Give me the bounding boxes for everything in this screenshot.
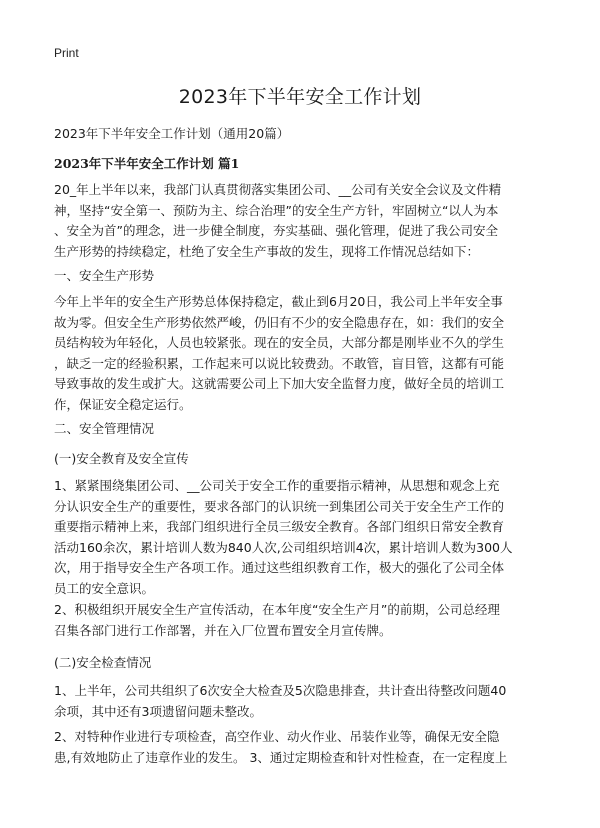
text-line: 今年上半年的安全生产形势总体保持稳定，截止到6月20日，我公司上半年安全事 <box>54 294 503 309</box>
text-line: 员结构较为年轻化，人员也较紧张。现在的安全员，大部分都是刚毕业不久的学生 <box>54 335 505 350</box>
publicity-paragraph <box>54 600 547 641</box>
situation-paragraph <box>54 292 547 415</box>
heading-safety-management: 二、安全管理情况 <box>54 421 155 436</box>
education-paragraph <box>54 476 547 599</box>
text-line: 导致事故的发生或扩大。这就需要公司上下加大安全监督力度，做好全员的培训工 <box>54 376 505 391</box>
text-line: 患,有效地防止了违章作业的发生。 3、通过定期检查和针对性检查，在一定程度上 <box>54 749 508 765</box>
text-line: 活动160余次，累计培训人数为840人次,公司组织培训4次，累计培训人数为300人 <box>54 539 513 555</box>
text-line: 召集各部门进行工作部署，并在入厂位置布置安全月宣传牌。 <box>54 622 392 638</box>
page-title: 2023年下半年安全工作计划 <box>178 86 422 108</box>
section-heading: 2023年下半年安全工作计划 篇1 <box>54 156 240 171</box>
text-line: 、安全为首”的理念，进一步健全制度，夯实基础、强化管理，促进了我公司安全 <box>54 223 498 238</box>
text-line: ，缺乏一定的经验积累，工作起来可以说比较费劲。不敢管，盲目管，这都有可能 <box>54 355 505 371</box>
heading-education-publicity: (一)安全教育及安全宣传 <box>54 451 189 466</box>
inspection-paragraph <box>54 681 547 722</box>
text-line: 作，保证安全稳定运行。 <box>54 396 192 412</box>
text-line: 员工的安全意识。 <box>54 580 155 596</box>
text-line: 次，用于指导安全生产各项工作。通过这些组织教育工作，极大的强化了公司全体 <box>54 560 505 575</box>
heading-inspection: (二)安全检查情况 <box>54 655 152 670</box>
special-inspection-paragraph <box>54 727 547 768</box>
document-subtitle: 2023年下半年安全工作计划（通用20篇） <box>54 126 290 141</box>
text-line: 1、上半年，公司共组织了6次安全大检查及5次隐患排查，共计查出待整改问题40 <box>54 683 507 698</box>
intro-paragraph <box>54 180 547 262</box>
text-line: 余项，其中还有3项遗留问题未整改。 <box>54 703 262 719</box>
text-line: 重要指示精神上来，我部门组织进行全员三级安全教育。各部门组织日常安全教育 <box>54 519 505 534</box>
text-line: 故为零。但安全生产形势依然严峻，仍旧有不少的安全隐患存在，如：我们的安全 <box>54 314 505 330</box>
text-line: 分认识安全生产的重要性，要求各部门的认识统一到集团公司关于安全生产工作的 <box>54 498 505 514</box>
text-line: 神，坚持“安全第一、预防为主、综合治理”的安全生产方针，牢固树立“以人为本 <box>54 202 499 218</box>
print-link[interactable]: Print <box>54 46 79 60</box>
text-line: 2、积极组织开展安全生产宣传活动，在本年度“安全生产月”的前期，公司总经理 <box>54 602 500 617</box>
text-line: 20_年上半年以来，我部门认真贯彻落实集团公司、__公司有关安全会议及文件精 <box>54 182 502 197</box>
text-line: 2、对特种作业进行专项检查，高空作业、动火作业、吊装作业等，确保无安全隐 <box>54 729 500 744</box>
text-line: 生产形势的持续稳定，杜绝了安全生产事故的发生，现将工作情况总结如下： <box>54 243 480 259</box>
text-line: 1、紧紧围绕集团公司、__公司关于安全工作的重要指示精神，从思想和观念上充 <box>54 478 500 493</box>
heading-safety-situation: 一、安全生产形势 <box>54 268 155 283</box>
